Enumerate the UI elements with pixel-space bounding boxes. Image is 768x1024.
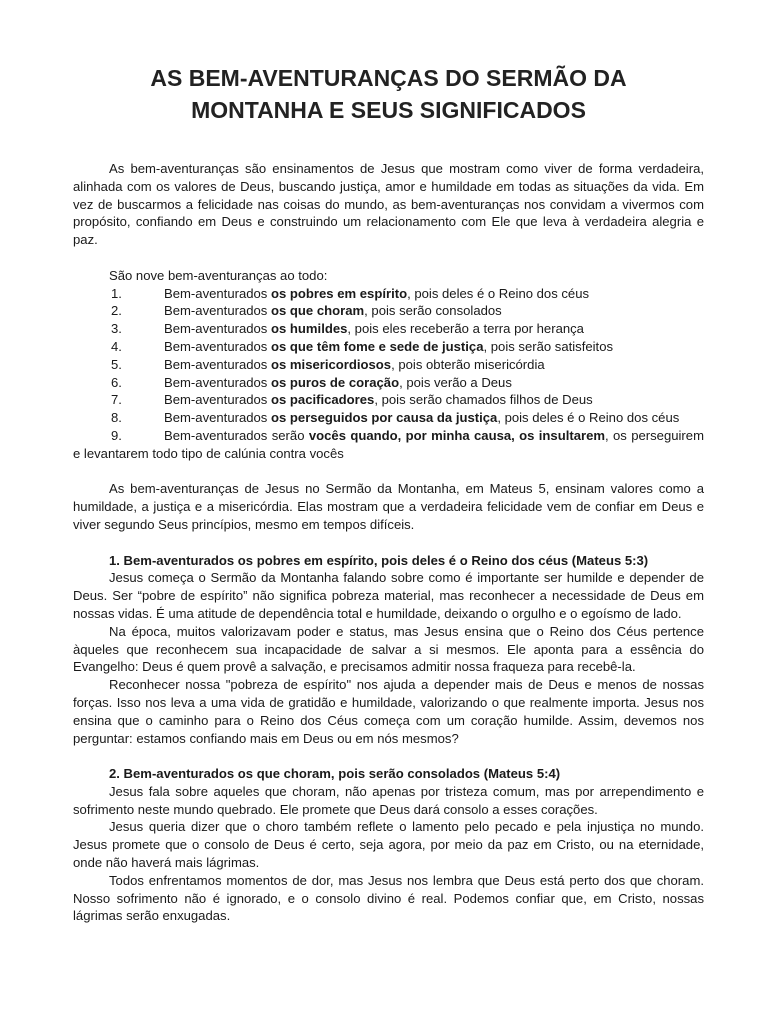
- list-item: 6. Bem-aventurados os puros de coração, pois verão a Deus: [111, 374, 512, 390]
- list-item: 2. Bem-aventurados os que choram, pois serão consolados: [111, 303, 502, 319]
- beatitudes-list: [73, 285, 704, 463]
- section-1-heading: 1. Bem-aventurados os pobres em espírito, pois deles é o Reino dos céus (Mateus 5:3): [109, 552, 649, 568]
- document-title: [73, 62, 704, 126]
- intro-paragraph: As bem-aventuranças são ensinamentos de Jesus que mostram como viver de forma verdadeira, alinhada com os valores de Deus, buscando justiça, amor e humildade em todas as situações da vida. Em vez de buscarmos a felicidade nas coisas do mundo, as bem-aventuranças nos convidam a vivermos com propósito, confiando em Deus e construindo um relacionamento com Ele que leva à verdadeira alegria e paz.: [73, 161, 704, 248]
- section-1-paragraph: Reconhecer nossa "pobreza de espírito" nos ajuda a depender mais de Deus e menos de nossas forças. Isso nos leva a uma vida de gratidão e humildade, valorizando o que realmente importa. Jesus nos ensina que o caminho para o Reino dos Céus começa com um coração humilde. Assim, devemos nos perguntar: estamos confiando mais em Deus ou em nós mesmos?: [73, 677, 704, 746]
- list-item: 3. Bem-aventurados os humildes, pois eles receberão a terra por herança: [111, 321, 584, 337]
- title-line-2: MONTANHA E SEUS SIGNIFICADOS: [191, 97, 586, 123]
- title-line-1: AS BEM-AVENTURANÇAS DO SERMÃO DA: [150, 65, 627, 91]
- section-2-paragraph: Jesus queria dizer que o choro também reflete o lamento pelo pecado e pela injustiça no mundo. Jesus promete que o consolo de Deus é certo, seja agora, por meio da paz em Cristo, ou na eternidade, onde não haverá mais lágrimas.: [73, 819, 704, 871]
- list-item: 4. Bem-aventurados os que têm fome e sede de justiça, pois serão satisfeitos: [111, 338, 614, 354]
- list-item: 9. Bem-aventurados serão vocês quando, por minha causa, os insultarem, os perseguirem e levantarem todo tipo de calúnia contra vocês: [73, 427, 704, 461]
- list-item: 5. Bem-aventurados os misericordiosos, pois obterão misericórdia: [111, 356, 545, 372]
- section-2-heading: 2. Bem-aventurados os que choram, pois serão consolados (Mateus 5:4): [109, 766, 561, 782]
- summary-paragraph: As bem-aventuranças de Jesus no Sermão da Montanha, em Mateus 5, ensinam valores como a humildade, a justiça e a misericórdia. Elas mostram que a verdadeira felicidade vem de confiar em Deus e viver segundo Seus princípios, mesmo em tempos difíceis.: [73, 481, 704, 532]
- list-intro: São nove bem-aventuranças ao todo:: [109, 267, 328, 283]
- section-2-paragraph: Todos enfrentamos momentos de dor, mas Jesus nos lembra que Deus está perto dos que choram. Nosso sofrimento não é ignorado, e o consolo divino é real. Podemos confiar que, em Cristo, nossas lágrimas serão enxugadas.: [73, 872, 704, 924]
- list-item: 8. Bem-aventurados os perseguidos por causa da justiça, pois deles é o Reino dos céus: [111, 410, 680, 426]
- section-1-paragraph: Na época, muitos valorizavam poder e status, mas Jesus ensina que o Reino dos Céus pertence àqueles que reconhecem sua incapacidade de salvar a si mesmos. Ele aponta para a essência do Evangelho: Deus é quem provê a salvação, e precisamos admitir nossa fraqueza para recebê-la.: [73, 623, 704, 675]
- list-item: 7. Bem-aventurados os pacificadores, pois serão chamados filhos de Deus: [111, 392, 593, 408]
- section-2-paragraph: Jesus fala sobre aqueles que choram, não apenas por tristeza comum, mas por arrependimento e sofrimento neste mundo quebrado. Ele promete que Deus dará consolo a esses corações.: [73, 783, 704, 817]
- section-1-paragraph: Jesus começa o Sermão da Montanha falando sobre como é importante ser humilde e depender de Deus. Ser “pobre de espírito” não significa pobreza material, mas reconhecer a necessidade de Deus em nossas vidas. É uma atitude de dependência total e humildade, deixando o orgulho e o egoísmo de lado.: [73, 570, 704, 621]
- list-item: 1. Bem-aventurados os pobres em espírito, pois deles é o Reino dos céus: [111, 285, 590, 301]
